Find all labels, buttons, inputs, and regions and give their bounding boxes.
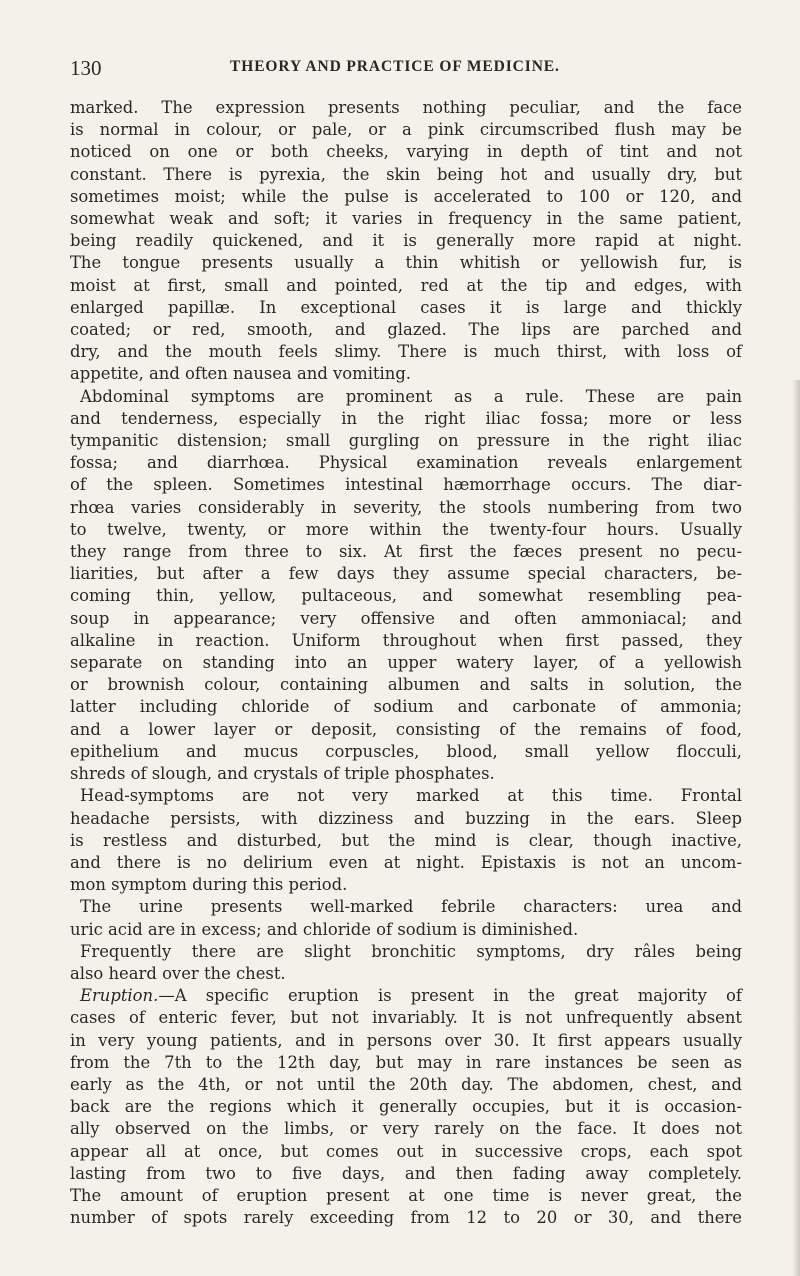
text-line: epithelium and mucus corpuscles, blood, small yellow flocculi, (70, 741, 742, 761)
page-number: 130 (70, 56, 102, 80)
text-line: liarities, but after a few days they assume special characters, be- (70, 564, 742, 584)
text-line: shreds of slough, and crystals of triple phosphates. (70, 764, 495, 784)
text-line: to twelve, twenty, or more within the twenty-four hours. Usually (70, 519, 742, 539)
text-line: early as the 4th, or not until the 20th day. The abdomen, chest, and (70, 1074, 742, 1094)
text-line: number of spots rarely exceeding from 12 to 20 or 30, and there (70, 1208, 742, 1228)
text-line: fossa; and diarrhœa. Physical examination reveals enlargement (70, 453, 742, 473)
text-fragment: —A specific eruption is present in the great majority of (158, 986, 742, 1006)
text-line: Head-symptoms are not very marked at this time. Frontal (80, 786, 742, 806)
text-line: of the spleen. Sometimes intestinal hæmorrhage occurs. The diar- (70, 475, 742, 495)
text-line: and tenderness, especially in the right iliac fossa; more or less (70, 408, 742, 428)
text-line: marked. The expression presents nothing peculiar, and the face (70, 98, 742, 117)
text-line: rhœa varies considerably in severity, the stools numbering from two (70, 497, 742, 517)
text-line: Abdominal symptoms are prominent as a rule. These are pain (80, 386, 742, 406)
text-line: The urine presents well-marked febrile characters: urea and (80, 897, 742, 917)
text-line: they range from three to six. At first the fæces present no pecu- (70, 542, 742, 562)
text-line: cases of enteric fever, but not invariably. It is not unfrequently absent (70, 1008, 742, 1028)
text-line: mon symptom during this period. (70, 875, 348, 895)
text-line: in very young patients, and in persons over 30. It first appears usually (70, 1030, 742, 1050)
text-line: constant. There is pyrexia, the skin being hot and usually dry, but (70, 164, 742, 184)
text-line: is restless and disturbed, but the mind is clear, though inactive, (70, 830, 742, 850)
text-line: or brownish colour, containing albumen and salts in solution, the (70, 675, 742, 695)
page-header (70, 56, 740, 82)
text-line: coated; or red, smooth, and glazed. The lips are parched and (70, 320, 742, 340)
text-line: headache persists, with dizziness and buzzing in the ears. Sleep (70, 808, 742, 828)
running-head: THEORY AND PRACTICE OF MEDICINE. (230, 58, 560, 75)
body-text (70, 97, 742, 1229)
text-line: moist at first, small and pointed, red at the tip and edges, with (70, 275, 742, 295)
text-line (70, 985, 742, 1007)
text-line: appetite, and often nausea and vomiting. (70, 364, 412, 384)
text-line: sometimes moist; while the pulse is accelerated to 100 or 120, and (70, 186, 742, 206)
text-line: ally observed on the limbs, or very rarely on the face. It does not (70, 1119, 742, 1139)
text-line: coming thin, yellow, pultaceous, and somewhat resembling pea- (70, 586, 742, 606)
text-line: separate on standing into an upper watery layer, of a yellowish (70, 653, 742, 673)
text-line: appear all at once, but comes out in successive crops, each spot (70, 1141, 742, 1161)
text-line: being readily quickened, and it is generally more rapid at night. (70, 231, 742, 251)
text-line: and a lower layer or deposit, consisting of the remains of food, (70, 719, 742, 739)
text-line: and there is no delirium even at night. Epistaxis is not an uncom- (70, 852, 742, 872)
text-line: somewhat weak and soft; it varies in frequency in the same patient, (70, 209, 742, 229)
text-line: soup in appearance; very offensive and often ammoniacal; and (70, 608, 742, 628)
text-line: enlarged papillæ. In exceptional cases it is large and thickly (70, 297, 742, 317)
text-line: tympanitic distension; small gurgling on pressure in the right iliac (70, 431, 742, 451)
text-line: is normal in colour, or pale, or a pink circumscribed flush may be (70, 120, 742, 140)
text-line: dry, and the mouth feels slimy. There is much thirst, with loss of (70, 342, 742, 362)
text-line: The tongue presents usually a thin whitish or yellowish fur, is (70, 253, 742, 273)
text-line: latter including chloride of sodium and carbonate of ammonia; (70, 697, 742, 717)
page-edge-shadow (792, 380, 800, 1276)
text-line: alkaline in reaction. Uniform throughout when first passed, they (70, 630, 742, 650)
text-line: Frequently there are slight bronchitic symptoms, dry râles being (80, 941, 742, 961)
text-line: uric acid are in excess; and chloride of sodium is diminished. (70, 919, 579, 939)
text-line: also heard over the chest. (70, 963, 286, 983)
section-heading-eruption: Eruption. (80, 986, 159, 1006)
text-line: back are the regions which it generally occupies, but it is occasion- (70, 1097, 742, 1117)
text-line: from the 7th to the 12th day, but may in rare instances be seen as (70, 1052, 742, 1072)
text-line: lasting from two to five days, and then fading away completely. (70, 1163, 742, 1183)
text-line: The amount of eruption present at one time is never great, the (70, 1185, 742, 1205)
text-line: noticed on one or both cheeks, varying in depth of tint and not (70, 142, 742, 162)
